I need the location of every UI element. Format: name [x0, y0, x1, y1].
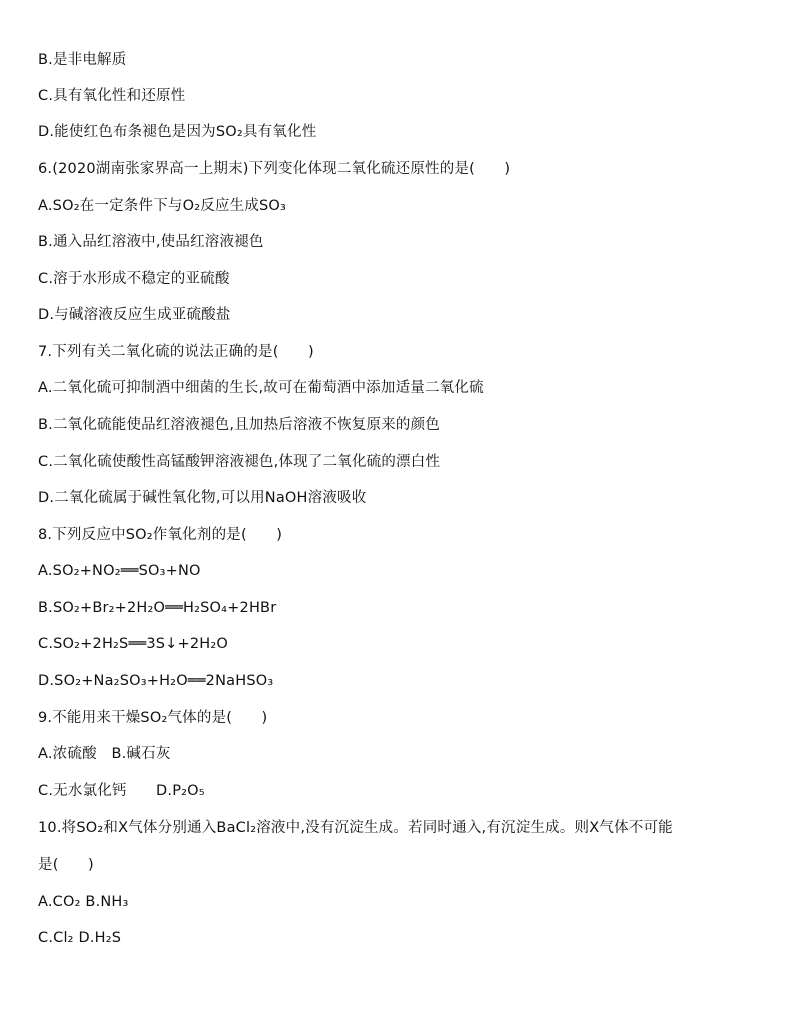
q8-option-a: A.SO₂+NO₂══SO₃+NO: [38, 563, 201, 579]
q8-option-d: D.SO₂+Na₂SO₃+H₂O══2NaHSO₃: [38, 673, 274, 689]
q9-options-ab: A.浓硫酸 B.碱石灰: [38, 746, 171, 762]
q10-options-cd: C.Cl₂ D.H₂S: [38, 930, 122, 946]
q9-stem: 9.不能用来干燥SO₂气体的是( ): [38, 710, 268, 726]
q10-stem-line-2: 是( ): [38, 857, 94, 873]
q6-option-a: A.SO₂在一定条件下与O₂反应生成SO₃: [38, 198, 287, 214]
q7-option-d: D.二氧化硫属于碱性氧化物,可以用NaOH溶液吸收: [38, 490, 367, 506]
q7-option-a: A.二氧化硫可抑制酒中细菌的生长,故可在葡萄酒中添加适量二氧化硫: [38, 380, 484, 396]
q6-option-d: D.与碱溶液反应生成亚硫酸盐: [38, 307, 231, 323]
q8-option-c: C.SO₂+2H₂S══3S↓+2H₂O: [38, 636, 229, 652]
q9-options-cd: C.无水氯化钙 D.P₂O₅: [38, 783, 205, 799]
q6-option-b: B.通入品红溶液中,使品红溶液褪色: [38, 234, 264, 250]
q7-option-c: C.二氧化硫使酸性高锰酸钾溶液褪色,体现了二氧化硫的漂白性: [38, 454, 441, 470]
q8-option-b: B.SO₂+Br₂+2H₂O══H₂SO₄+2HBr: [38, 600, 277, 616]
q7-stem: 7.下列有关二氧化硫的说法正确的是( ): [38, 344, 314, 360]
q5-option-b: B.是非电解质: [38, 52, 127, 68]
q5-option-c: C.具有氧化性和还原性: [38, 88, 186, 104]
q7-option-b: B.二氧化硫能使品红溶液褪色,且加热后溶液不恢复原来的颜色: [38, 417, 440, 433]
q6-stem: 6.(2020湖南张家界高一上期末)下列变化体现二氧化硫还原性的是( ): [38, 161, 511, 177]
q6-option-c: C.溶于水形成不稳定的亚硫酸: [38, 271, 230, 287]
q10-stem-line-1: 10.将SO₂和X气体分别通入BaCl₂溶液中,没有沉淀生成。若同时通入,有沉淀生成。则X气体不可能: [38, 820, 673, 836]
q8-stem: 8.下列反应中SO₂作氧化剂的是( ): [38, 527, 283, 543]
q5-option-d: D.能使红色布条褪色是因为SO₂具有氧化性: [38, 124, 317, 140]
q10-options-ab: A.CO₂ B.NH₃: [38, 894, 129, 910]
